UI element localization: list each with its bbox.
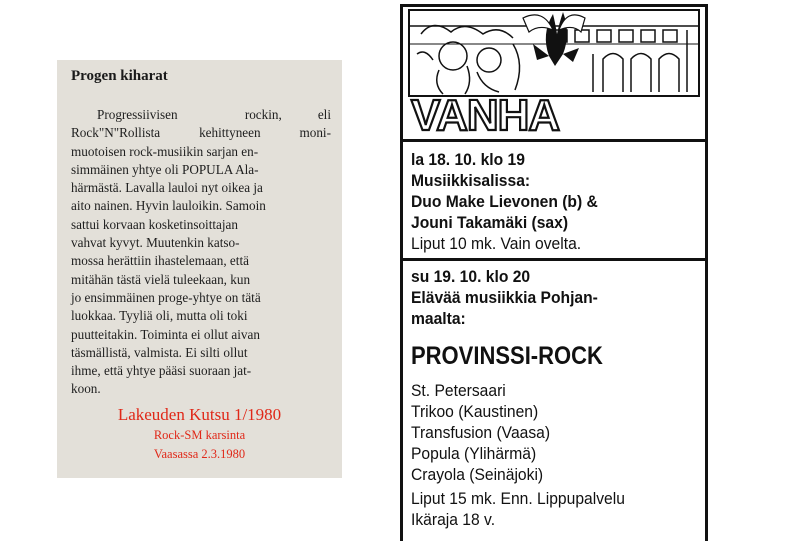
caption-source: Lakeuden Kutsu 1/1980 — [117, 405, 282, 424]
newspaper-clipping — [57, 60, 342, 478]
clipping-line: mitähän tästä vielä tuleekaan, kun — [71, 271, 251, 287]
clipping-line: koon. — [71, 381, 101, 397]
band-item: Crayola (Seinäjoki) — [411, 465, 544, 484]
caption-event: Rock-SM karsinta — [153, 428, 246, 442]
band-item: Trikoo (Kaustinen) — [411, 402, 539, 421]
band-item: Popula (Ylihärmä) — [411, 444, 537, 463]
logo-word: VANHA — [411, 91, 560, 139]
clipping-line: Rock"N"Rollista kehittyneen moni- — [71, 125, 331, 141]
clipping-body — [71, 106, 331, 399]
event1-tickets: Liput 10 mk. Vain ovelta. — [411, 234, 582, 253]
band-item: Transfusion (Vaasa) — [411, 423, 551, 442]
event2-headline: PROVINSSI-ROCK — [411, 342, 603, 370]
clipping-line: sattui korvaan kosketinsoittajan — [71, 216, 239, 232]
clipping-line: luokkaa. Tyyliä oli, mutta oli toki — [71, 308, 248, 324]
clipping-line: jo ensimmäinen proge-yhtye on tätä — [71, 289, 261, 305]
header-rule — [403, 139, 705, 142]
caption-date: Vaasassa 2.3.1980 — [153, 447, 246, 461]
event1-performers-line1: Duo Make Lievonen (b) & — [411, 192, 598, 211]
clipping-line: mossa herättiin ihastelemaan, että — [71, 253, 249, 269]
event2-age-limit: Ikäraja 18 v. — [411, 510, 496, 529]
event2-date: su 19. 10. klo 20 — [411, 267, 531, 286]
clipping-line: simmäinen yhtye oli POPULA Ala- — [71, 161, 259, 177]
event-divider — [403, 258, 705, 261]
event2-desc-line2: maalta: — [411, 309, 466, 328]
concert-advertisement — [400, 4, 708, 541]
clipping-line: Progressiivisen rockin, eli — [97, 107, 331, 122]
event2-desc-line1: Elävää musiikkia Pohjan- — [411, 288, 598, 307]
event1-venue: Musiikkisalissa: — [411, 171, 531, 190]
event1-date: la 18. 10. klo 19 — [411, 150, 525, 169]
source-caption — [57, 404, 342, 464]
band-item: St. Petersaari — [411, 381, 506, 400]
clipping-line: aito nainen. Hyvin lauloikin. Samoin — [71, 198, 266, 214]
event2-tickets: Liput 15 mk. Enn. Lippupalvelu — [411, 489, 625, 508]
vanha-logo-illustration — [403, 4, 705, 139]
building-illustration — [403, 4, 705, 139]
event1-performers-line2: Jouni Takamäki (sax) — [411, 213, 569, 232]
clipping-line: puutteitakin. Toiminta ei ollut aivan — [71, 326, 260, 342]
clipping-line: härmästä. Lavalla lauloi nyt oikea ja — [71, 180, 263, 196]
clipping-line: muotoisen rock-musiikin sarjan en- — [71, 143, 259, 159]
clipping-line: ihme, että yhtye pääsi suoraan jat- — [71, 363, 252, 379]
clipping-line: täsmällistä, valmista. Ei silti ollut — [71, 344, 248, 360]
clipping-line: vahvat kyvyt. Muutenkin katso- — [71, 235, 240, 251]
clipping-title: Progen kiharat — [71, 68, 168, 84]
